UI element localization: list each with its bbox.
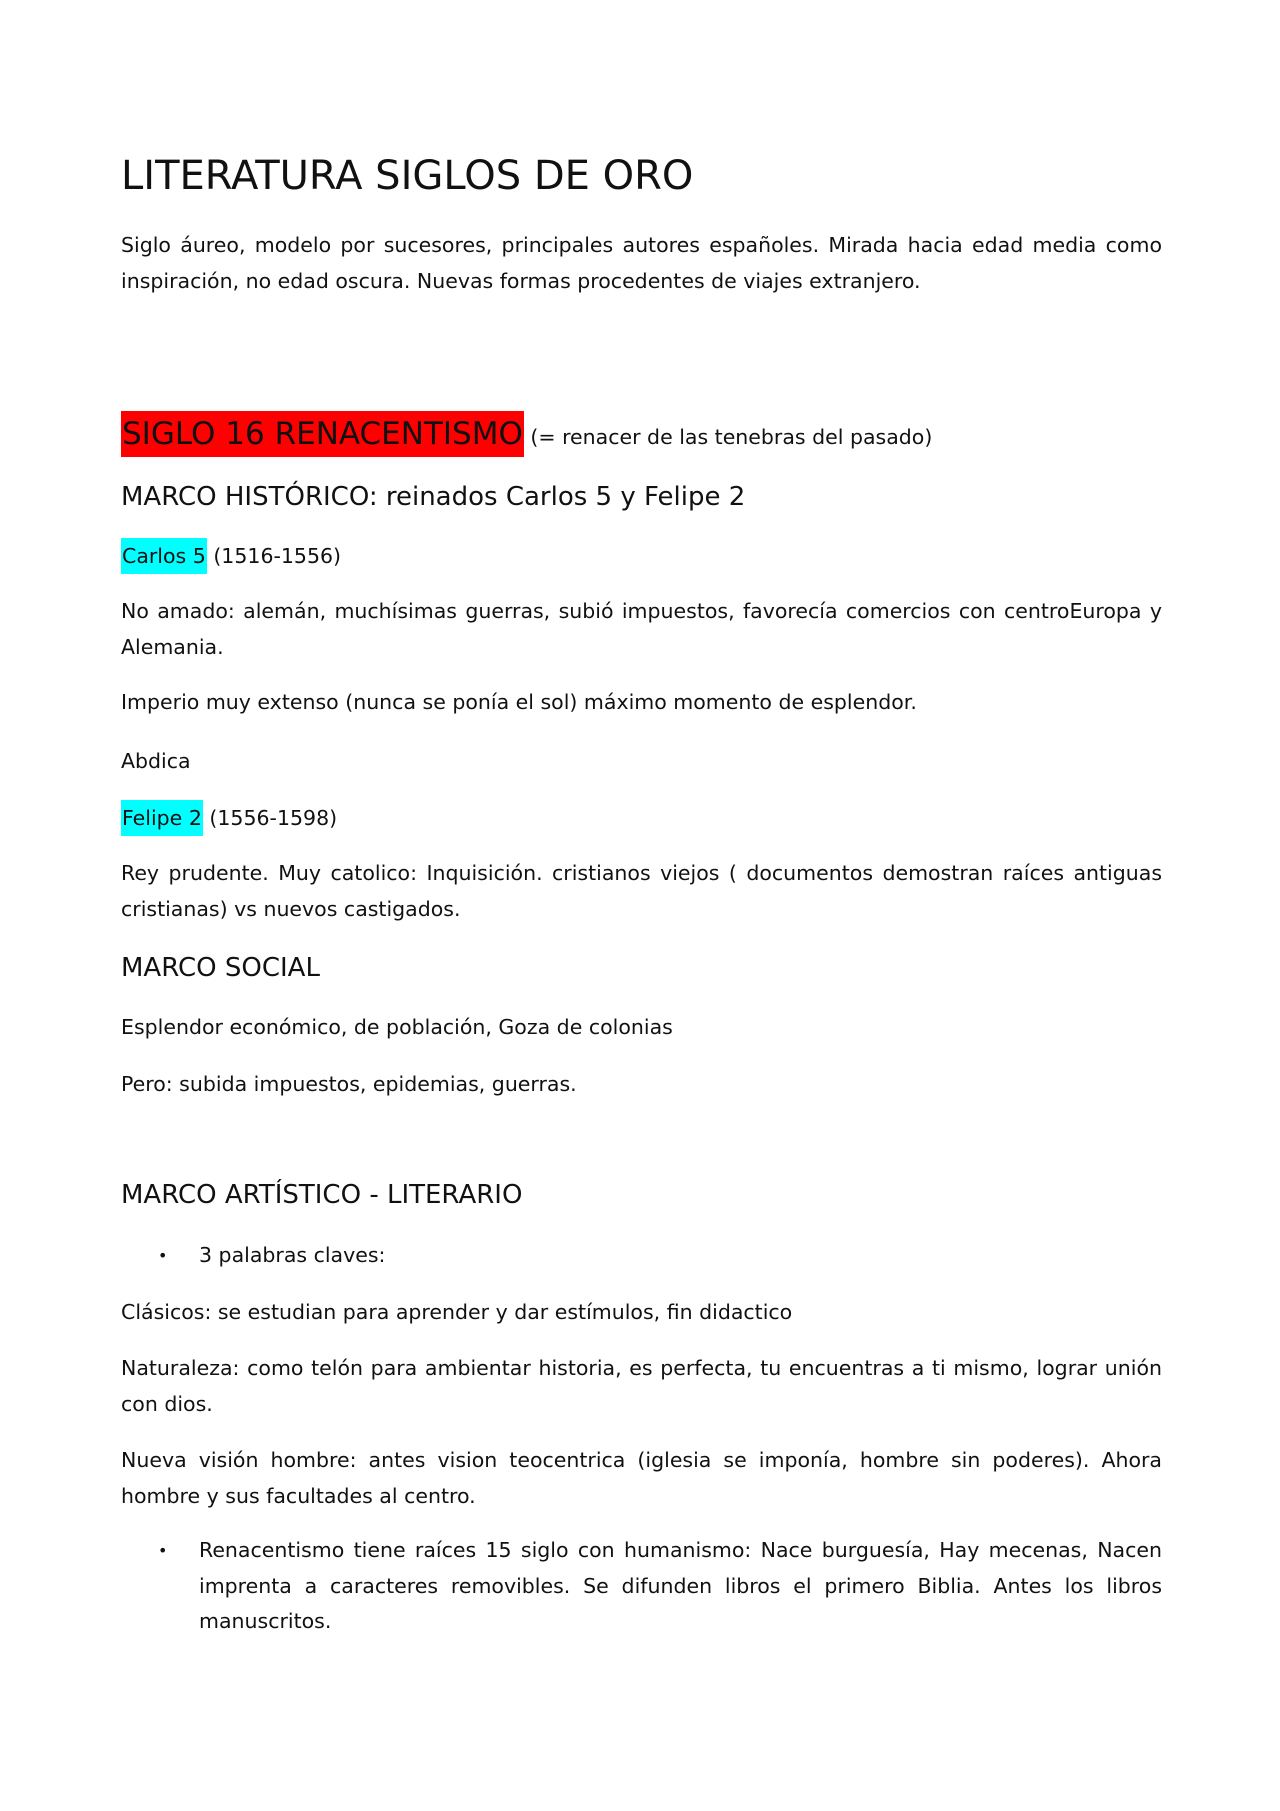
marco-artistico-heading: MARCO ARTÍSTICO - LITERARIO <box>121 1180 523 1210</box>
heading-note: (= renacer de las tenebras del pasado) <box>523 425 933 449</box>
felipe-years: (1556-1598) <box>202 806 338 830</box>
carlos-years: (1516-1556) <box>206 544 342 568</box>
felipe-paragraph: Rey prudente. Muy catolico: Inquisición. cristianos viejos ( documentos demostran raíces antiguas cristianas) vs nuevos castigados. <box>121 861 1162 921</box>
artistico-paragraph-2: Naturaleza: como telón para ambientar historia, es perfecta, tu encuentras a ti mismo, lograr unión con dios. <box>121 1356 1162 1416</box>
bullet-icon: • <box>158 1541 168 1560</box>
social-paragraph-1: Esplendor económico, de población, Goza de colonias <box>121 1015 673 1039</box>
artistico-paragraph-3: Nueva visión hombre: antes vision teocentrica (iglesia se imponía, hombre sin poderes). Ahora hombre y sus facultades al centro. <box>121 1448 1162 1508</box>
section-heading-siglo-16 <box>121 411 932 460</box>
artistico-paragraph-1: Clásicos: se estudian para aprender y dar estímulos, fin didactico <box>121 1300 793 1324</box>
red-highlighted-heading: SIGLO 16 RENACENTISMO <box>121 411 524 457</box>
document-title: LITERATURA SIGLOS DE ORO <box>121 153 694 199</box>
felipe-line <box>121 800 337 836</box>
felipe-highlight: Felipe 2 <box>121 800 203 836</box>
list-item: Renacentismo tiene raíces 15 siglo con humanismo: Nace burguesía, Hay mecenas, Nacen imprenta a caracteres removibles. Se difunden libros el primero Biblia. Antes los libros manuscritos. <box>199 1538 1162 1633</box>
carlos-paragraph-3: Abdica <box>121 749 191 773</box>
marco-historico-heading: MARCO HISTÓRICO: reinados Carlos 5 y Felipe 2 <box>121 482 746 512</box>
marco-social-heading: MARCO SOCIAL <box>121 953 320 983</box>
carlos-paragraph-2: Imperio muy extenso (nunca se ponía el sol) máximo momento de esplendor. <box>121 690 917 714</box>
carlos-line <box>121 538 341 574</box>
social-paragraph-2: Pero: subida impuestos, epidemias, guerras. <box>121 1072 577 1096</box>
intro-paragraph: Siglo áureo, modelo por sucesores, principales autores españoles. Mirada hacia edad media como inspiración, no edad oscura. Nuevas formas procedentes de viajes extranjero. <box>121 233 1162 293</box>
list-item: 3 palabras claves: <box>199 1243 386 1267</box>
carlos-highlight: Carlos 5 <box>121 538 207 574</box>
bullet-icon: • <box>158 1246 168 1265</box>
carlos-paragraph-1: No amado: alemán, muchísimas guerras, subió impuestos, favorecía comercios con centroEuropa y Alemania. <box>121 599 1162 659</box>
